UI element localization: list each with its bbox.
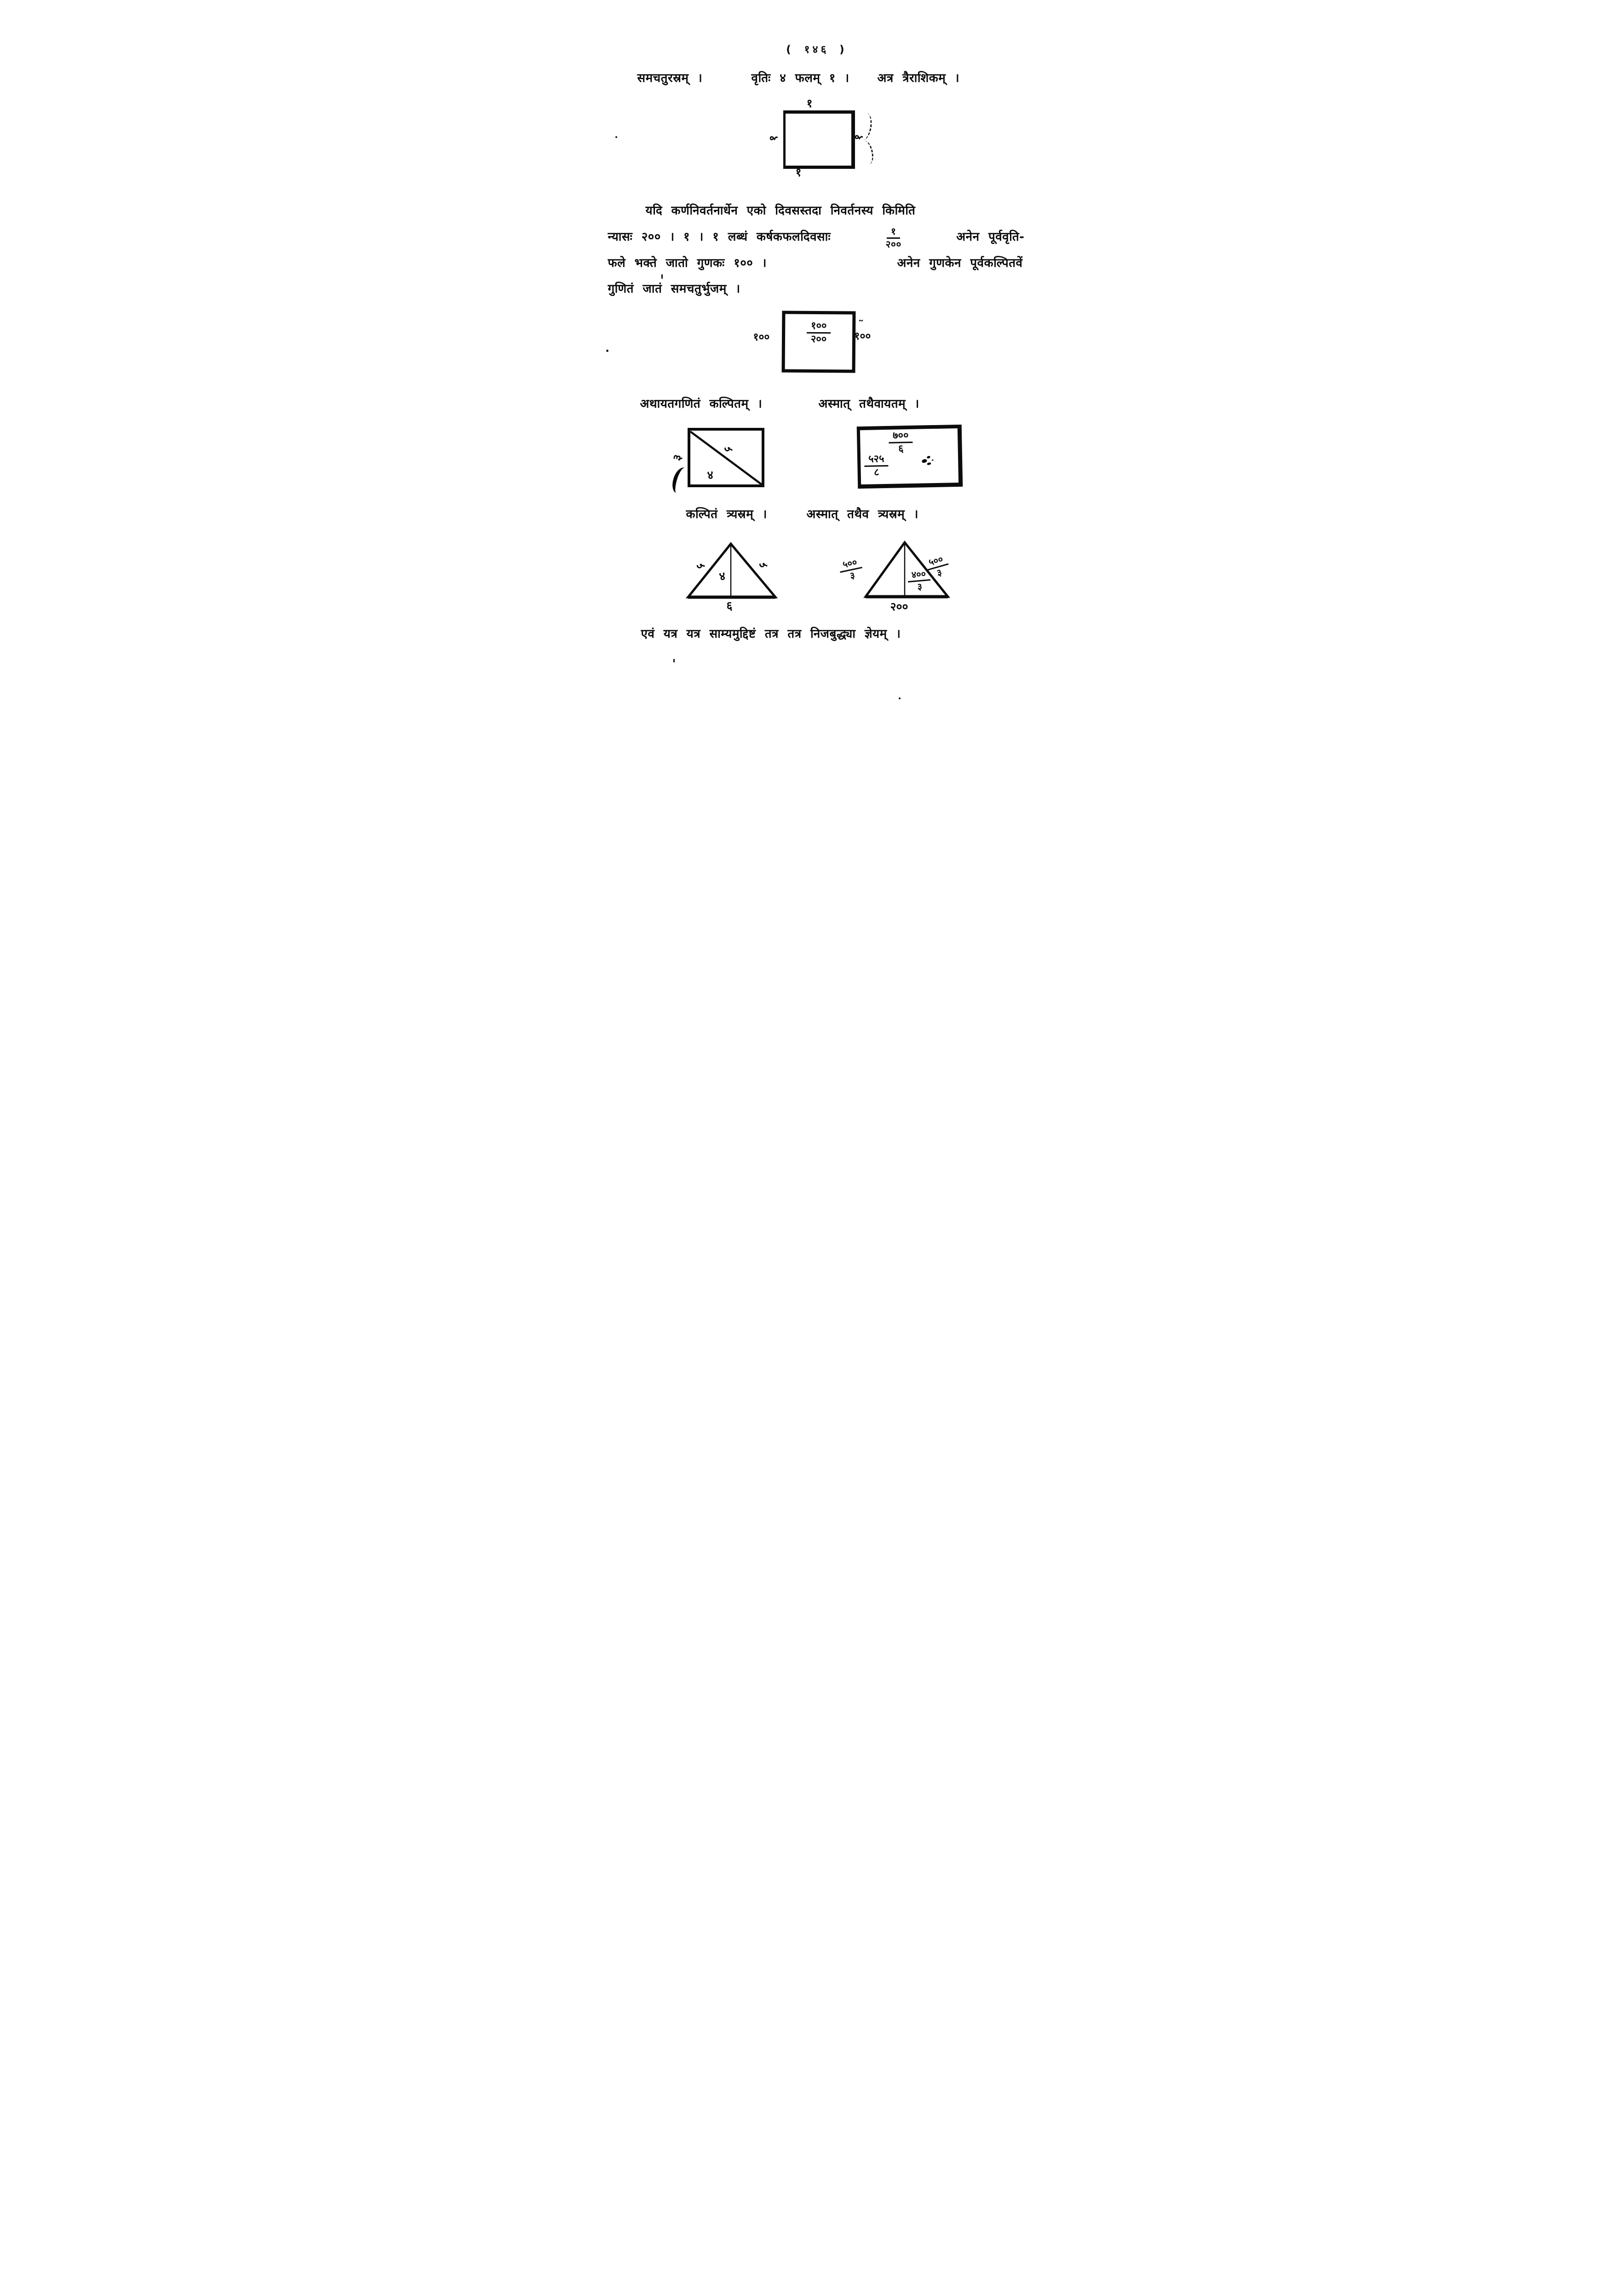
- triangle-556-figure: [686, 542, 778, 600]
- tryasra-line-segment-1: कल्पितं त्र्यस्रम् ।: [686, 507, 767, 521]
- fraction-denominator: ३: [849, 569, 856, 582]
- paragraph-line-2: [608, 225, 1025, 248]
- rectangle-diagonal-figure: [688, 427, 765, 488]
- heading-segment-1: समचतुरस्रम् ।: [637, 71, 703, 85]
- fraction-denominator: ८: [873, 467, 879, 478]
- scanned-page: [558, 0, 1066, 713]
- oblong-left-fraction: [864, 454, 888, 478]
- rect-left-side-label: ३: [670, 453, 684, 462]
- rect-diagonal-label: ५: [720, 443, 735, 456]
- fraction-denominator: ३: [916, 581, 923, 592]
- page-number: ( १४६ ): [786, 44, 847, 56]
- paragraph-line-3-post: अनेन गुणकेन पूर्वकल्पितवें: [897, 256, 1023, 270]
- hundred-square-left-label: १००: [753, 331, 770, 343]
- fraction-numerator: ५२५: [864, 454, 888, 467]
- fraction-denominator: ३: [935, 566, 943, 579]
- paragraph-line-3-pre: फले भक्ते जातो गुणकः १०० ।: [608, 256, 767, 270]
- unit-square-right-label: १: [851, 133, 866, 141]
- ayata-line-segment-1: अथायतगणितं कल्पितम् ।: [640, 397, 763, 411]
- paragraph-line-3: [608, 254, 1023, 271]
- hundred-square-right-label: १००: [854, 330, 871, 342]
- unit-square-left-label: १: [766, 135, 780, 142]
- derived-oblong-figure: [856, 425, 963, 489]
- paper-speck: [606, 350, 608, 352]
- fraction-numerator: १००: [806, 321, 831, 334]
- stray-tilde-mark: ˜: [858, 318, 864, 332]
- triangle2-base-label: २००: [890, 600, 908, 613]
- paragraph-line-4: गुणितं जातं समचतुर्भुजम् ।: [608, 282, 740, 296]
- oblong-top-fraction: [888, 430, 912, 455]
- paper-speck: [899, 697, 901, 699]
- fraction-denominator: २००: [810, 333, 826, 345]
- fraction-numerator: ५००: [838, 556, 862, 572]
- paragraph-line-1: यदि कर्णनिवर्तनार्धेन एको दिवसस्तदा निवर्तनस्य किमिति: [645, 204, 916, 218]
- fraction-denominator: ६: [898, 443, 904, 455]
- unit-square-bottom-label: १: [795, 166, 802, 179]
- inline-fraction: [886, 226, 901, 249]
- paper-speck: [673, 659, 675, 662]
- rect-bottom-label: ४: [706, 468, 714, 482]
- unit-square-top-label: १: [806, 97, 813, 110]
- heading-segment-2: वृतिः ४ फलम् १ ।: [751, 71, 849, 85]
- hundred-square-fraction: [802, 321, 834, 345]
- ink-flourish: [670, 466, 688, 494]
- heading-segment-3: अत्र त्रैराशिकम् ।: [877, 71, 960, 85]
- paragraph-line-2-pre: न्यासः २०० । १ । १ लब्धं कर्षकफलदिवसाः: [608, 230, 831, 244]
- triangle1-base-label: ६: [726, 599, 733, 612]
- paper-speck: [615, 136, 617, 138]
- ink-smudge: [917, 453, 935, 469]
- fraction-numerator: ५००: [924, 553, 948, 570]
- fraction-numerator: ४००: [907, 569, 930, 582]
- fraction-numerator: १: [887, 226, 900, 239]
- dashed-arc-mark: [858, 140, 875, 166]
- tryasra-line-segment-2: अस्मात् तथैव त्र्यस्रम् ।: [806, 507, 918, 521]
- footer-line: एवं यत्र यत्र साम्यमुद्दिष्टं तत्र तत्र निजबुद्ध्या ज्ञेयम् ।: [641, 627, 901, 641]
- triangle2-left-side-fraction: [838, 556, 864, 582]
- triangle1-height-label: ४: [718, 569, 726, 583]
- fraction-numerator: ७००: [888, 430, 912, 444]
- fraction-denominator: २००: [885, 238, 901, 250]
- triangle1-left-side-label: ५: [693, 560, 707, 572]
- paper-speck: [661, 274, 663, 279]
- triangle1-right-side-label: ५: [755, 559, 770, 572]
- ayata-line-segment-2: अस्मात् तथैवायतम् ।: [818, 397, 919, 411]
- paragraph-line-2-post: अनेन पूर्ववृति-: [956, 230, 1025, 244]
- hundred-square-figure: [781, 311, 855, 373]
- triangle2-height-fraction: [907, 569, 931, 593]
- unit-square-figure: [783, 110, 855, 169]
